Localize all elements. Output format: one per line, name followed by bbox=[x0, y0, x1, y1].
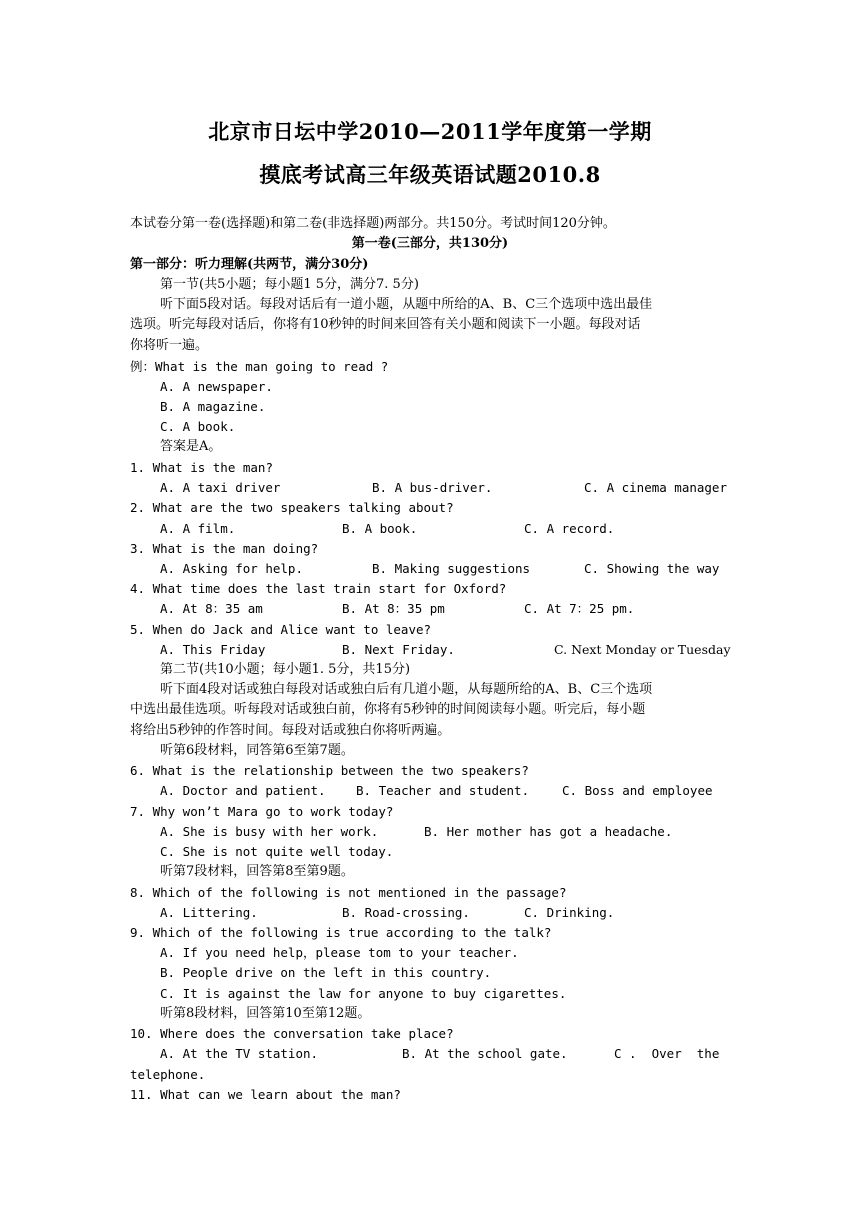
section1-instruction-line: 听下面5段对话。每段对话后有一道小题，从题中所给的A、B、C三个选项中选出最佳 bbox=[160, 297, 653, 312]
question-9-option-a: A. If you need help，please tom to your teacher. bbox=[160, 945, 519, 960]
option-c: C. A cinema manager bbox=[584, 480, 727, 495]
question-6: 6. What is the relationship between the two speakers? bbox=[130, 763, 529, 778]
example-option-a: A. A newspaper. bbox=[160, 379, 273, 394]
question-10: 10. Where does the conversation take place? bbox=[130, 1026, 454, 1041]
option-c: C. Next Monday or Tuesday bbox=[554, 642, 731, 657]
question-9: 9. Which of the following is true according to the talk? bbox=[130, 925, 552, 940]
question-7-option-c: C. She is not quite well today. bbox=[160, 844, 394, 859]
option-b: B. Making suggestions bbox=[372, 561, 531, 576]
question-2: 2. What are the two speakers talking about? bbox=[130, 500, 454, 515]
section1-heading: 第一节(共5小题；每小题1 5分，满分7. 5分) bbox=[160, 277, 419, 292]
option-c: C. Showing the way bbox=[584, 561, 720, 576]
option-b: B. Her mother has got a headache. bbox=[424, 824, 673, 839]
option-c: C. A record. bbox=[524, 521, 615, 536]
option-a: A. A film. bbox=[160, 521, 236, 536]
volume1-heading: 第一卷(三部分，共130分) bbox=[351, 236, 509, 251]
question-9-option-b: B. People drive on the left in this country. bbox=[160, 965, 492, 980]
option-a: A. At 8：35 am bbox=[160, 601, 263, 616]
section2-instruction-line: 中选出最佳选项。听每段对话或独白前，你将有5秒钟的时间阅读每小题。听完后，每小题 bbox=[130, 702, 646, 717]
option-b: B. Teacher and student. bbox=[356, 783, 530, 798]
question-9-option-c: C. It is against the law for anyone to buy cigarettes. bbox=[160, 986, 567, 1001]
option-b: B. Next Friday. bbox=[342, 642, 455, 657]
exam-title-line1: 北京市日坛中学2010—2011学年度第一学期 bbox=[208, 119, 652, 144]
material-8-note: 听第8段材料，回答第10至第12题。 bbox=[160, 1006, 371, 1021]
question-3: 3. What is the man doing? bbox=[130, 541, 319, 556]
question-8: 8. Which of the following is not mentioned in the passage? bbox=[130, 885, 567, 900]
option-c: C. Drinking. bbox=[524, 905, 615, 920]
question-4: 4. What time does the last train start for Oxford? bbox=[130, 581, 507, 596]
option-a: A. This Friday bbox=[160, 642, 266, 657]
example-question: 例：What is the man going to read ? bbox=[130, 359, 389, 374]
material-6-note: 听第6段材料，同答第6至第7题。 bbox=[160, 743, 354, 758]
option-a: A. Littering. bbox=[160, 905, 258, 920]
section1-instruction-line: 你将听一遍。 bbox=[130, 338, 209, 353]
question-11: 11. What can we learn about the man? bbox=[130, 1087, 401, 1102]
option-a: A. A taxi driver bbox=[160, 480, 281, 495]
option-b: B. A book. bbox=[342, 521, 418, 536]
section2-heading: 第二节(共10小题；每小题1. 5分，共15分) bbox=[160, 662, 411, 677]
intro-text: 本试卷分第一卷(选择题)和第二卷(非选择题)两部分。共150分。考试时间120分钟。 bbox=[130, 216, 616, 231]
option-a: A. At the TV station. bbox=[160, 1046, 319, 1061]
example-answer: 答案是A。 bbox=[160, 439, 222, 454]
question-1: 1. What is the man? bbox=[130, 460, 273, 475]
option-a: A. Asking for help. bbox=[160, 561, 303, 576]
option-c: C . Over the bbox=[614, 1046, 720, 1061]
question-7: 7. Why won’t Mara go to work today? bbox=[130, 804, 394, 819]
option-c: C. At 7：25 pm. bbox=[524, 601, 635, 616]
question-10-option-c-continued: telephone. bbox=[130, 1067, 206, 1082]
option-b: B. A bus-driver. bbox=[372, 480, 493, 495]
example-option-b: B. A magazine. bbox=[160, 399, 266, 414]
exam-title-line2: 摸底考试高三年级英语试题2010.8 bbox=[259, 162, 601, 187]
section2-instruction-line: 将给出5秒钟的作答时间。每段对话或独白你将听两遍。 bbox=[130, 723, 451, 738]
option-a: A. She is busy with her work. bbox=[160, 824, 379, 839]
option-b: B. At 8：35 pm bbox=[342, 601, 445, 616]
question-5: 5. When do Jack and Alice want to leave? bbox=[130, 622, 432, 637]
option-c: C. Boss and employee bbox=[562, 783, 713, 798]
section2-instruction-line: 听下面4段对话或独白每段对话或独白后有几道小题，从每题所给的A、B、C三个选项 bbox=[160, 682, 653, 697]
option-a: A. Doctor and patient. bbox=[160, 783, 326, 798]
material-7-note: 听第7段材料，回答第8至第9题。 bbox=[160, 864, 354, 879]
option-b: B. Road-crossing. bbox=[342, 905, 470, 920]
section1-instruction-line: 选项。听完每段对话后，你将有10秒钟的时间来回答有关小题和阅读下一小题。每段对话 bbox=[130, 317, 641, 332]
part1-heading: 第一部分：听力理解(共两节，满分30分) bbox=[130, 257, 369, 272]
example-option-c: C. A book. bbox=[160, 419, 236, 434]
option-b: B. At the school gate. bbox=[402, 1046, 568, 1061]
